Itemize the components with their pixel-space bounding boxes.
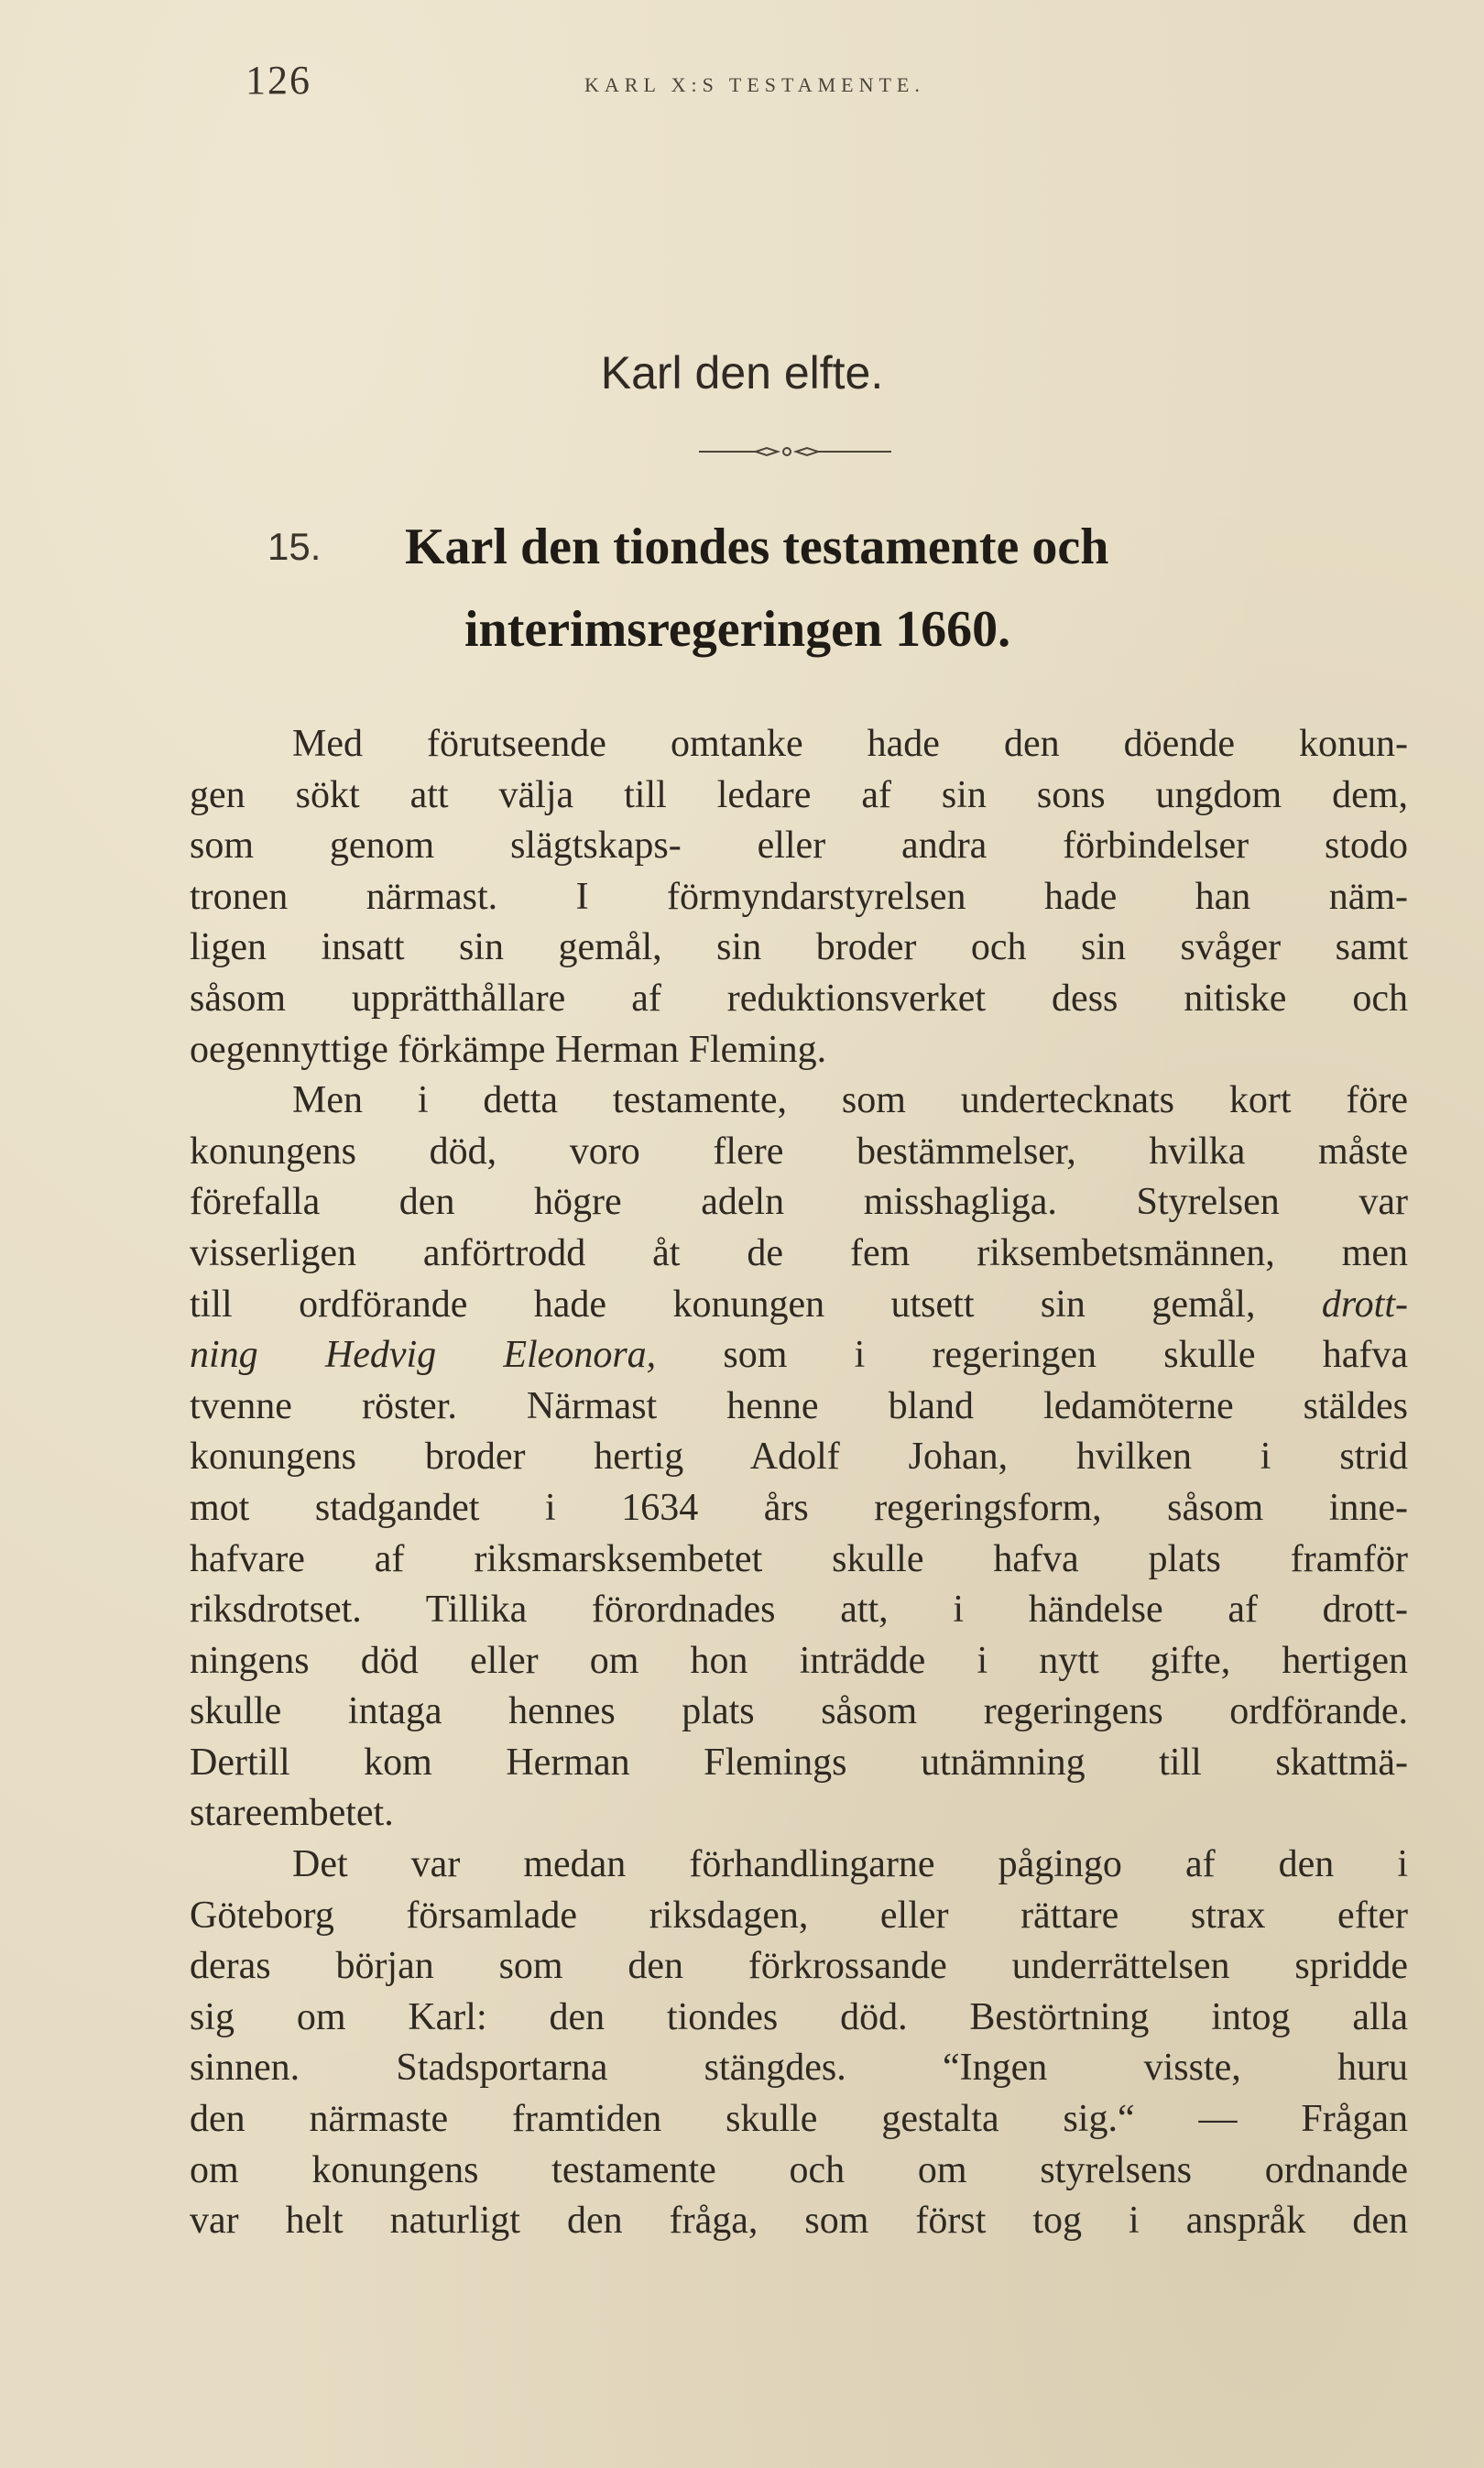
text-line: konungens broder hertig Adolf Johan, hvilken i strid: [190, 1436, 1408, 1479]
text-line: förefalla den högre adeln misshagliga. Styrelsen var: [190, 1181, 1408, 1224]
text-line: hafvare af riksmarsksembetet skulle hafva plats framför: [190, 1537, 1408, 1580]
text-line: ligen insatt sin gemål, sin broder och sin svåger samt: [190, 926, 1408, 969]
text-line: konungens död, voro flere bestämmelser, hvilka måste: [190, 1130, 1408, 1173]
text-line: mot stadgandet i 1634 års regeringsform, såsom inne-: [190, 1486, 1408, 1529]
chapter-title-line-1: Karl den tiondes testamente och: [405, 519, 1109, 575]
text-line-mixed: [190, 1330, 1408, 1381]
text-line: sinnen. Stadsportarna stängdes. “Ingen visste, huru: [190, 2047, 1408, 2090]
text-line: Men i detta testamente, som undertecknats kort före: [292, 1079, 1408, 1122]
text-fragment: till ordförande hade konungen utsett sin gemål,: [190, 1283, 1256, 1326]
text-line: skulle intaga hennes plats såsom regeringens ordförande.: [190, 1690, 1408, 1733]
chapter-number: 15.: [267, 525, 322, 568]
page-number: 126: [246, 58, 311, 103]
text-fragment: som i regeringen skulle hafva: [723, 1334, 1409, 1377]
text-line: tvenne röster. Närmast henne bland ledamöterne stäldes: [190, 1384, 1408, 1427]
text-line: ningens död eller om hon inträdde i nytt gifte, hertigen: [190, 1639, 1408, 1682]
chapter-title-line-2: interimsregeringen 1660.: [464, 601, 1011, 658]
text-line: den närmaste framtiden skulle gestalta sig.“ — Frågan: [190, 2098, 1408, 2141]
text-line: oegennyttige förkämpe Herman Fleming.: [190, 1028, 827, 1071]
part-title: Karl den elfte.: [600, 347, 884, 399]
text-line: riksdrotset. Tillika förordnades att, i händelse af drott-: [190, 1589, 1408, 1632]
text-line: stareembetet.: [190, 1792, 394, 1835]
text-line: om konungens testamente och om styrelsens ordnande: [190, 2148, 1408, 2191]
text-line: gen sökt att välja till ledare af sin sons ungdom dem,: [190, 773, 1408, 816]
body-text: [190, 719, 1408, 2247]
text-line: tronen närmast. I förmyndarstyrelsen hade han näm-: [190, 875, 1408, 918]
italic-name: drott-: [1321, 1283, 1408, 1326]
text-line: Det var medan förhandlingarne pågingo af den i: [292, 1843, 1408, 1886]
text-line: deras början som den förkrossande underrättelsen spridde: [190, 1945, 1408, 1988]
text-line: Göteborg församlade riksdagen, eller rättare strax efter: [190, 1894, 1408, 1937]
running-head: [246, 57, 1418, 103]
text-line: som genom slägtskaps- eller andra förbindelser stodo: [190, 824, 1408, 868]
text-line: Med förutseende omtanke hade den döende konun-: [292, 723, 1408, 765]
italic-name: ning Hedvig Eleonora,: [190, 1334, 657, 1377]
text-line: sig om Karl: den tiondes död. Bestörtning intog alla: [190, 1995, 1408, 2038]
text-line: var helt naturligt den fråga, som först tog i anspråk den: [190, 2200, 1408, 2243]
ornament-divider: [699, 445, 891, 458]
text-line: såsom upprätthållare af reduktionsverket dess nitiske och: [190, 977, 1408, 1020]
text-line-mixed: [190, 1280, 1408, 1331]
text-line: visserligen anförtrodd åt de fem riksembetsmännen, men: [190, 1231, 1408, 1274]
running-title: KARL X:S TESTAMENTE.: [584, 73, 925, 96]
text-line: Dertill kom Herman Flemings utnämning till skattmä-: [190, 1741, 1408, 1784]
